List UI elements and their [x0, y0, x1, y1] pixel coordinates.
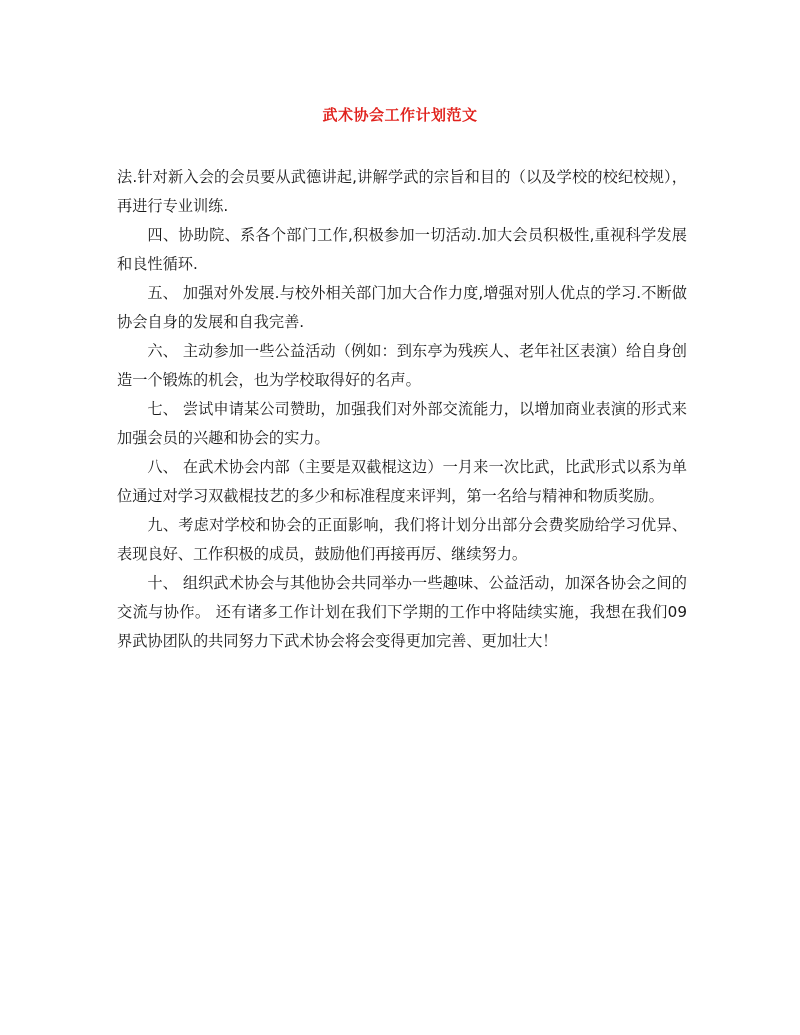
- paragraph-item-9: 九、考虑对学校和协会的正面影响，我们将计划分出部分会费奖励给学习优异、表现良好、工作积极的成员，鼓励他们再接再厉、继续努力。: [117, 516, 687, 563]
- paragraph-item-10: 十、 组织武术协会与其他协会共同举办一些趣味、公益活动，加深各协会之间的交流与协作。 还有诸多工作计划在我们下学期的工作中将陆续实施，我想在我们09界武协团队的共同努力下武术协会将会变得更加完善、更加壮大！: [117, 574, 687, 650]
- paragraph-continuation: 法.针对新入会的会员要从武德讲起,讲解学武的宗旨和目的（以及学校的校纪校规），再进行专业训练.: [117, 168, 687, 215]
- paragraph-item-7: 七、 尝试申请某公司赞助，加强我们对外部交流能力，以增加商业表演的形式来加强会员的兴趣和协会的实力。: [117, 400, 687, 447]
- document-title: 武术协会工作计划范文: [322, 106, 478, 124]
- document-body: [117, 163, 687, 656]
- paragraph-item-5: 五、 加强对外发展.与校外相关部门加大合作力度,增强对别人优点的学习.不断做协会自身的发展和自我完善.: [117, 284, 687, 331]
- paragraph-item-8: 八、 在武术协会内部（主要是双截棍这边）一月来一次比武，比武形式以系为单位通过对学习双截棍技艺的多少和标准程度来评判，第一名给与精神和物质奖励。: [117, 458, 687, 505]
- paragraph-item-4: 四、协助院、系各个部门工作,积极参加一切活动.加大会员积极性,重视科学发展和良性循环.: [117, 226, 687, 273]
- paragraph-item-6: 六、 主动参加一些公益活动（例如：到东亭为残疾人、老年社区表演）给自身创造一个锻炼的机会，也为学校取得好的名声。: [117, 342, 687, 389]
